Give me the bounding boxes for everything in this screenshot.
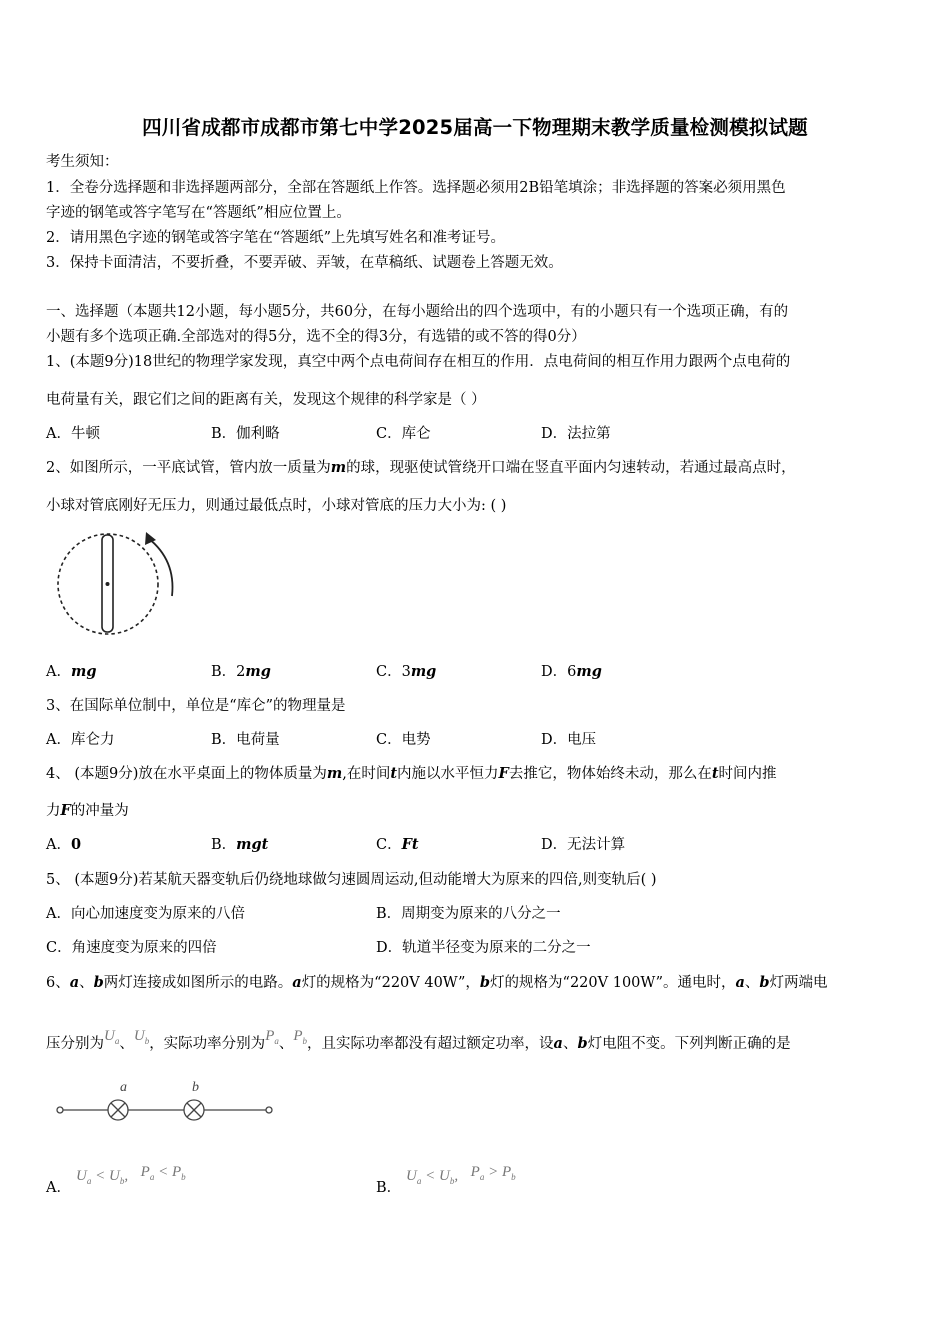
q6-option-b[interactable]: B． [376, 1180, 402, 1196]
q4-option-d[interactable]: D．无法计算 [541, 837, 626, 853]
section-heading: 小题有多个选项正确.全部选对的得5分，选不全的得3分，有选错的或不答的得0分） [46, 329, 586, 345]
notice-item: 2．请用黑色字迹的钢笔或答字笔在“答题纸”上先填写姓名和准考证号。 [46, 230, 506, 246]
notice-item: 3．保持卡面清洁，不要折叠，不要弄破、弄皱，在草稿纸、试题卷上答题无效。 [46, 255, 563, 271]
question-2-text: 2、如图所示，一平底试管，管内放一质量为m的球，现驱使试管绕开口端在竖直平面内匀速转动，若通过最高点时， [46, 459, 796, 476]
question-6-text: 6、a、b两灯连接成如图所示的电路。a灯的规格为“220V 40W”，b灯的规格为“220V 100W”。通电时，a、b灯两端电 [46, 974, 828, 991]
series-circuit-figure [52, 1078, 280, 1124]
rotation-arrow [148, 538, 173, 596]
q3-option-d[interactable]: D．电压 [541, 732, 597, 748]
question-3-text: 3、在国际单位制中，单位是“库仑”的物理量是 [46, 698, 346, 714]
notice-item: 字迹的钢笔或答字笔写在“答题纸”相应位置上。 [46, 205, 351, 221]
q5-option-a[interactable]: A．向心加速度变为原来的八倍 [46, 906, 245, 922]
power-pa: $P_a$ [265, 1028, 279, 1046]
q6-a-expr1: $U_a < U_b$ [76, 1168, 125, 1186]
voltage-ua: $U_a$ [104, 1028, 120, 1046]
q2-option-a[interactable]: A．mg [46, 663, 97, 680]
voltage-ub: $U_b$ [133, 1028, 150, 1046]
power-pb: $P_b$ [293, 1028, 308, 1046]
notice-item: 1．全卷分选择题和非选择题两部分，全部在答题纸上作答。选择题必须用2B铅笔填涂；非选择题的答案必须用黑色 [46, 180, 786, 196]
q6-b-expr1: $U_a < U_b$ [406, 1168, 455, 1186]
q5-option-c[interactable]: C．角速度变为原来的四倍 [46, 940, 217, 956]
q4-option-b[interactable]: B．mgt [211, 836, 269, 853]
q3-option-a[interactable]: A．库仑力 [46, 732, 115, 748]
q1-option-d[interactable]: D．法拉第 [541, 426, 611, 442]
lamp-b-label: b [192, 1080, 199, 1095]
q4-option-c[interactable]: C．Ft [376, 836, 419, 853]
lamp-a-label: a [120, 1080, 127, 1095]
notice-heading: 考生须知： [46, 154, 119, 170]
question-2-text: 小球对管底刚好无压力，则通过最低点时，小球对管底的压力大小为: ( ) [46, 498, 507, 514]
page-title: 四川省成都市成都市第七中学2025届高一下物理期末教学质量检测模拟试题 [142, 116, 808, 139]
lamp-a-icon [108, 1100, 128, 1120]
lamp-b-icon [184, 1100, 204, 1120]
q5-option-b[interactable]: B．周期变为原来的八分之一 [376, 906, 561, 922]
question-6-text: 压分别为$U_a$、$U_b$，实际功率分别为$P_a$、$P_b$，且实际功率都没有超过额定功率，设a、b灯电阻不变。下列判断正确的是 [46, 1028, 791, 1052]
rotating-tube-figure [52, 528, 182, 638]
q1-option-b[interactable]: B．伽利略 [211, 426, 280, 442]
q5-option-d[interactable]: D．轨道半径变为原来的二分之一 [376, 940, 591, 956]
section-heading: 一、选择题（本题共12小题，每小题5分，共60分，在每小题给出的四个选项中，有的小题只有一个选项正确，有的 [46, 304, 789, 320]
circuit-terminal [57, 1107, 63, 1113]
question-4-text: 4、 (本题9分)放在水平桌面上的物体质量为m,在时间t内施以水平恒力F去推它，物体始终未动，那么在t时间内推 [46, 765, 777, 782]
question-5-text: 5、 (本题9分)若某航天器变轨后仍绕地球做匀速圆周运动,但动能增大为原来的四倍,则变轨后( ) [46, 872, 657, 888]
q3-option-c[interactable]: C．电势 [376, 732, 431, 748]
circuit-terminal [266, 1107, 272, 1113]
q6-b-expr2: $P_a > P_b$ [470, 1164, 516, 1182]
q1-option-c[interactable]: C．库仑 [376, 426, 431, 442]
question-1-text: 1、(本题9分)18世纪的物理学家发现，真空中两个点电荷间存在相互的作用．点电荷间的相互作用力跟两个点电荷的 [46, 354, 791, 370]
q2-option-b[interactable]: B．2mg [211, 663, 271, 680]
q6-a-expr2: $P_a < P_b$ [140, 1164, 186, 1182]
q6-option-a-expr: $U_a < U_b$, $P_a < P_b$ [76, 1164, 186, 1186]
q4-option-a[interactable]: A．0 [46, 836, 82, 853]
tube-pivot-dot [106, 582, 110, 586]
q2-option-d[interactable]: D．6mg [541, 663, 602, 680]
q1-option-a[interactable]: A．牛顿 [46, 426, 100, 442]
question-4-text: 力F的冲量为 [46, 802, 129, 819]
q6-option-a[interactable]: A． [46, 1180, 71, 1196]
q3-option-b[interactable]: B．电荷量 [211, 732, 280, 748]
q6-option-b-expr: $U_a < U_b$, $P_a > P_b$ [406, 1164, 516, 1186]
question-1-text: 电荷量有关，跟它们之间的距离有关，发现这个规律的科学家是（ ） [46, 392, 486, 408]
q2-option-c[interactable]: C．3mg [376, 663, 437, 680]
